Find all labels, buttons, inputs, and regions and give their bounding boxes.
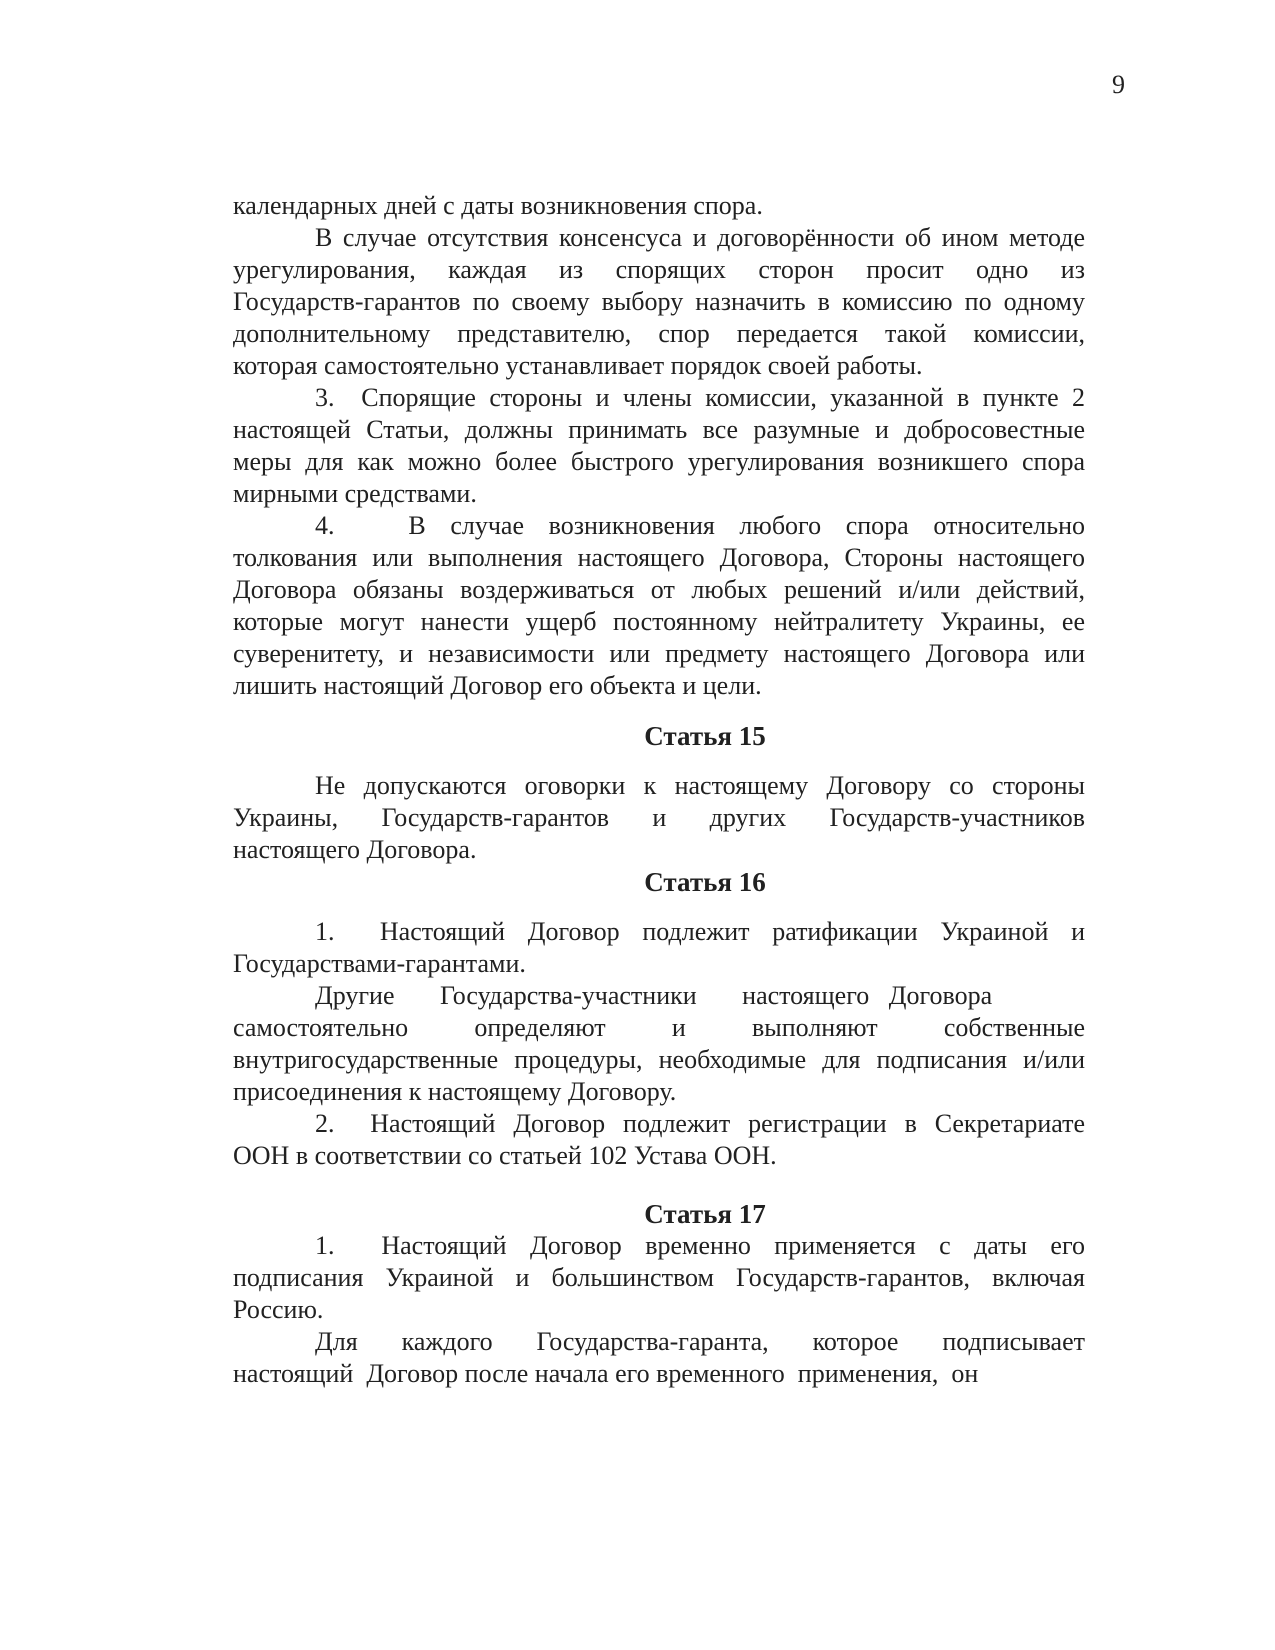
text-line: 2. Настоящий Договор подлежит регистрации в Секретариате bbox=[315, 1109, 1085, 1138]
text-line: которые могут нанести ущерб постоянному нейтралитету Украины, ее bbox=[233, 607, 1085, 636]
text-line: Государствами-гарантами. bbox=[233, 949, 526, 978]
paragraph bbox=[233, 980, 1085, 1108]
page-number: 9 bbox=[1112, 70, 1125, 99]
text-line: 4. В случае возникновения любого спора относительно bbox=[315, 511, 1085, 540]
text-line: 1. Настоящий Договор временно применяется с даты его bbox=[315, 1231, 1085, 1260]
paragraph bbox=[233, 770, 1085, 866]
paragraph bbox=[233, 222, 1085, 382]
paragraph bbox=[233, 916, 1085, 980]
text-line: лишить настоящий Договор его объекта и цели. bbox=[233, 671, 762, 700]
text-line: Государств-гарантов по своему выбору назначить в комиссию по одному bbox=[233, 287, 1085, 316]
paragraph bbox=[233, 382, 1085, 510]
paragraph bbox=[233, 510, 1085, 702]
paragraph bbox=[233, 190, 1085, 222]
text-line: урегулирования, каждая из спорящих сторон просит одно из bbox=[233, 255, 1085, 284]
text-line: толкования или выполнения настоящего Договора, Стороны настоящего bbox=[233, 543, 1085, 572]
text-line: ООН в соответствии со статьей 102 Устава ООН. bbox=[233, 1141, 777, 1170]
paragraph bbox=[233, 1326, 1085, 1390]
text-line: подписания Украиной и большинством Государств-гарантов, включая bbox=[233, 1263, 1085, 1292]
text-line: 3. Спорящие стороны и члены комиссии, указанной в пункте 2 bbox=[315, 383, 1085, 412]
text-line: самостоятельно определяют и выполняют собственные bbox=[233, 1013, 1085, 1042]
text-line: В случае отсутствия консенсуса и договорённости об ином методе bbox=[315, 223, 1085, 252]
text-line: настоящего Договора. bbox=[233, 835, 477, 864]
text-line: 1. Настоящий Договор подлежит ратификации Украиной и bbox=[315, 917, 1085, 946]
text-line: меры для как можно более быстрого урегулирования возникшего спора bbox=[233, 447, 1085, 476]
paragraph bbox=[233, 1108, 1085, 1172]
paragraph bbox=[233, 1230, 1085, 1326]
text-line: суверенитету, и независимости или предмету настоящего Договора или bbox=[233, 639, 1085, 668]
text-line: дополнительному представителю, спор передается такой комиссии, bbox=[233, 319, 1085, 348]
article-15-heading: Статья 15 bbox=[644, 721, 766, 751]
text-line: Договора обязаны воздерживаться от любых решений и/или действий, bbox=[233, 575, 1085, 604]
text-line: Не допускаются оговорки к настоящему Договору со стороны bbox=[315, 771, 1085, 800]
article-17-heading: Статья 17 bbox=[644, 1199, 766, 1229]
text-line: присоединения к настоящему Договору. bbox=[233, 1077, 677, 1106]
text-line: настоящей Статьи, должны принимать все разумные и добросовестные bbox=[233, 415, 1085, 444]
text-line: Россию. bbox=[233, 1295, 324, 1324]
document-body bbox=[233, 190, 1085, 1390]
text-line: внутригосударственные процедуры, необходимые для подписания и/или bbox=[233, 1045, 1085, 1074]
text-line: настоящий Договор после начала его временного применения, он bbox=[233, 1359, 979, 1388]
text-line: календарных дней с даты возникновения спора. bbox=[233, 191, 763, 220]
text-line: мирными средствами. bbox=[233, 479, 477, 508]
article-16-heading: Статья 16 bbox=[644, 867, 766, 897]
text-line: Украины, Государств-гарантов и других Государств-участников bbox=[233, 803, 1085, 832]
text-line: Для каждого Государства-гаранта, которое подписывает bbox=[315, 1327, 1085, 1356]
text-line: Другие Государства-участники настоящего Договора bbox=[315, 981, 993, 1010]
text-line: которая самостоятельно устанавливает порядок своей работы. bbox=[233, 351, 923, 380]
